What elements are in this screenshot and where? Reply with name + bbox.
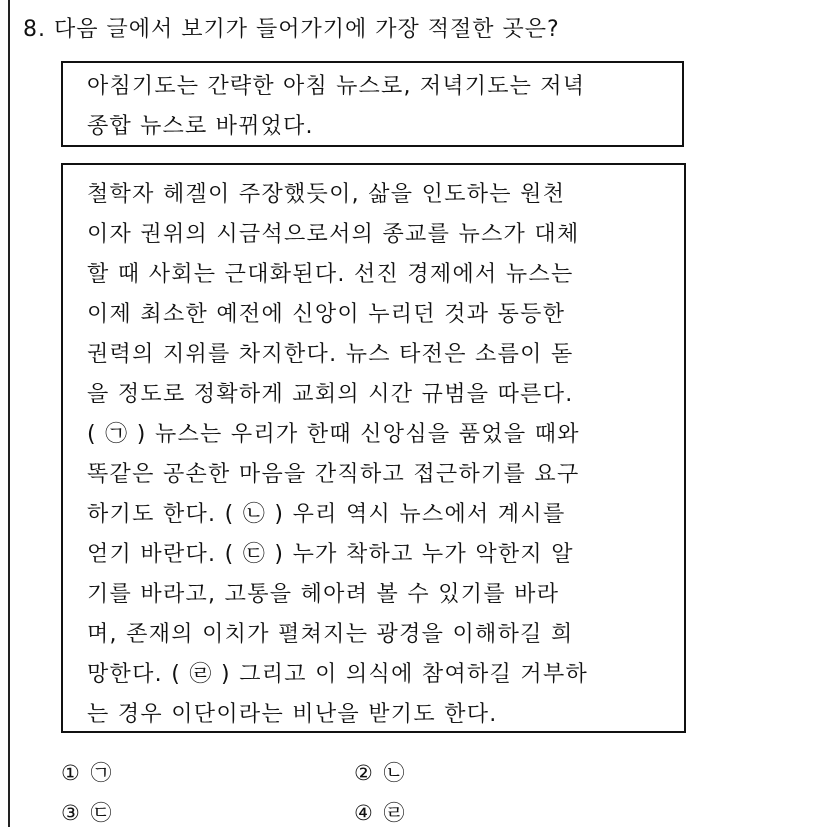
choice-3[interactable]: ③ ㉢ bbox=[61, 801, 114, 825]
passage-line: 며, 존재의 이치가 펼쳐지는 광경을 이해하길 희 bbox=[87, 622, 574, 647]
insert-sentence-box bbox=[61, 61, 684, 147]
choice-4[interactable]: ④ ㉣ bbox=[354, 801, 407, 825]
choice-1[interactable]: ① ㉠ bbox=[61, 761, 114, 785]
passage-line: 철학자 헤겔이 주장했듯이, 삶을 인도하는 원천 bbox=[87, 182, 566, 207]
passage-line: 기를 바라고, 고통을 헤아려 볼 수 있기를 바라 bbox=[87, 582, 560, 607]
question-text: 8. 다음 글에서 보기가 들어가기에 가장 적절한 곳은? bbox=[23, 17, 560, 42]
passage-line: 똑같은 공손한 마음을 간직하고 접근하기를 요구 bbox=[87, 462, 580, 487]
insert-line: 종합 뉴스로 바뀌었다. bbox=[87, 114, 314, 139]
passage-line: 망한다. ( ㉣ ) 그리고 이 의식에 참여하길 거부하 bbox=[87, 662, 589, 687]
passage-line: 는 경우 이단이라는 비난을 받기도 한다. bbox=[87, 702, 498, 727]
passage-line: 을 정도로 정확하게 교회의 시간 규범을 따른다. bbox=[87, 382, 574, 407]
choice-2[interactable]: ② ㉡ bbox=[354, 761, 407, 785]
passage-box bbox=[61, 163, 686, 733]
passage-line: 권력의 지위를 차지한다. 뉴스 타전은 소름이 돋 bbox=[87, 342, 574, 367]
passage-line: 얻기 바란다. ( ㉢ ) 누가 착하고 누가 악한지 알 bbox=[87, 542, 574, 567]
passage-line: 할 때 사회는 근대화된다. 선진 경제에서 뉴스는 bbox=[87, 262, 574, 287]
passage-line: 이자 권위의 시금석으로서의 종교를 뉴스가 대체 bbox=[87, 222, 580, 247]
left-margin-rule bbox=[8, 0, 10, 827]
passage-line: 이제 최소한 예전에 신앙이 누리던 것과 동등한 bbox=[87, 302, 566, 327]
passage-line: 하기도 한다. ( ㉡ ) 우리 역시 뉴스에서 계시를 bbox=[87, 502, 566, 527]
insert-line: 아침기도는 간략한 아침 뉴스로, 저녁기도는 저녁 bbox=[87, 74, 586, 99]
passage-line: ( ㉠ ) 뉴스는 우리가 한때 신앙심을 품었을 때와 bbox=[87, 422, 580, 447]
